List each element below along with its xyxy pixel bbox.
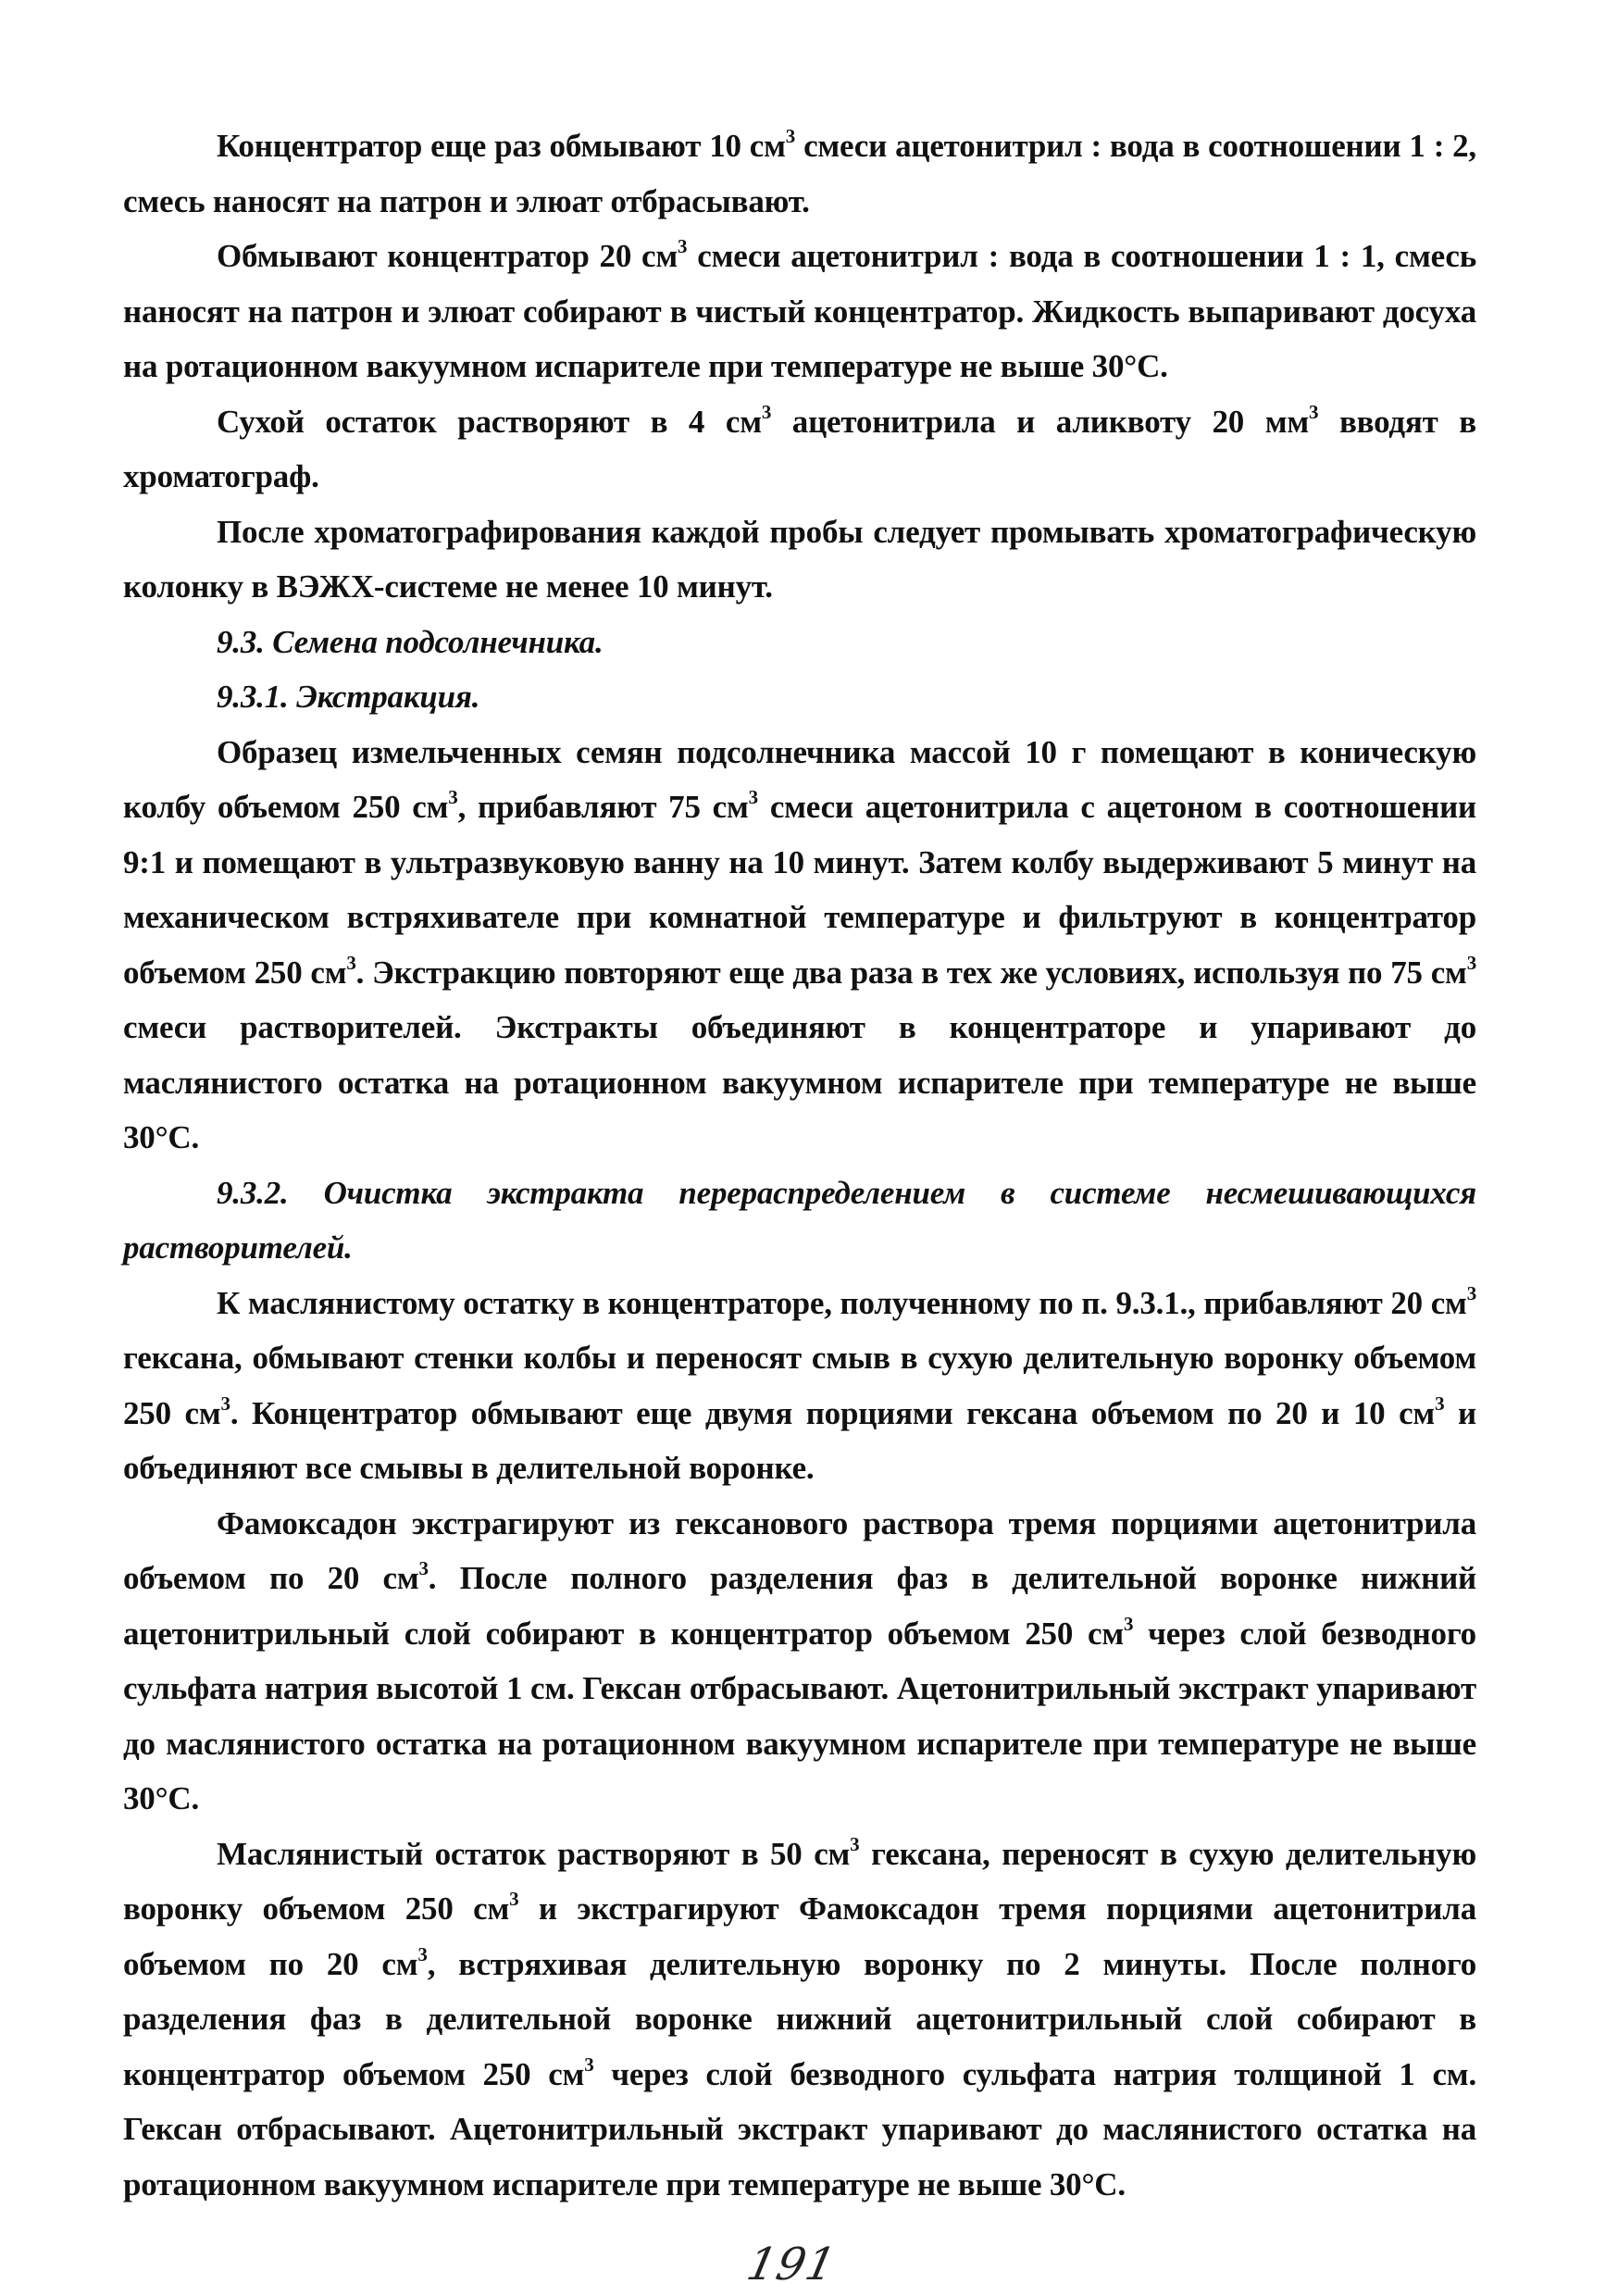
text-run: , прибавляют 75 см (457, 789, 749, 825)
text-run: смеси ацетонитрил : вода в соотношении 1 : 2, смесь наносят на патрон и элюат отбрасывают. (123, 128, 1476, 219)
text-run: гексана, обмывают стенки колбы и переносят смыв в сухую делительную воронку объемом 250 см (123, 1340, 1476, 1431)
superscript: 3 (678, 235, 688, 258)
superscript: 3 (417, 1942, 428, 1965)
section-heading (123, 669, 1476, 725)
paragraph (123, 394, 1476, 505)
text-run: Концентратор еще раз обмывают 10 см (217, 128, 786, 164)
section-heading (123, 615, 1476, 670)
text-run: ацетонитрила и аликвоту 20 мм (771, 403, 1310, 440)
text-run: После хроматографирования каждой пробы следует промывать хроматографическую колонку в ВЭЖХ-системе не менее 10 минут. (123, 513, 1476, 605)
paragraph (123, 1496, 1476, 1827)
superscript: 3 (509, 1888, 519, 1911)
superscript: 3 (1466, 951, 1476, 974)
text-run: 9.3. Семена подсолнечника. (217, 623, 604, 660)
text-run: Сухой остаток растворяют в 4 см (217, 403, 762, 440)
superscript: 3 (448, 786, 458, 809)
text-run: гексана, переносят в сухую делительную воронку объемом 250 см (123, 1835, 1476, 1927)
superscript: 3 (1435, 1391, 1445, 1415)
paragraph (123, 725, 1476, 1166)
text-run: смеси ацетонитрила с ацетоном в соотношении 9:1 и помещают в ультразвуковую ванну на 10 минут. Затем колбу выдерживают 5 минут на механическом встряхивателе при комнатной температуре и фильтруют в концентратор объемом 250 см (123, 789, 1477, 991)
superscript: 3 (748, 786, 758, 809)
superscript: 3 (761, 400, 772, 423)
superscript: 3 (584, 2053, 594, 2076)
superscript: 3 (418, 1557, 429, 1580)
text-run: . Концентратор обмывают еще двумя порциями гексана объемом по 20 и 10 см (230, 1394, 1436, 1431)
text-run: Образец измельченных семян подсолнечника массой 10 г помещают в коническую колбу объемом 250 см (123, 733, 1476, 825)
text-run: К маслянистому остатку в концентраторе, полученному по п. 9.3.1., прибавляют 20 см (217, 1284, 1467, 1321)
superscript: 3 (1309, 400, 1319, 423)
superscript: 3 (785, 125, 796, 148)
text-run: Обмывают концентратор 20 см (217, 238, 678, 274)
superscript: 3 (1124, 1612, 1134, 1635)
text-run: и экстрагируют Фамоксадон тремя порциями ацетонитрила объемом по 20 см (123, 1890, 1477, 1982)
text-run: . Экстракцию повторяют еще два раза в тех же условиях, используя по 75 см (355, 954, 1467, 991)
text-run: вводят в хроматограф. (123, 403, 1476, 494)
text-run: 9.3.1. Экстракция. (217, 679, 480, 715)
text-run: Маслянистый остаток растворяют в 50 см (217, 1835, 851, 1872)
text-run: через слой безводного сульфата натрия высотой 1 см. Гексан отбрасывают. Ацетонитрильный экстракт упаривают до маслянистого остатка на ротационном вакуумном испарителе при температуре не выше 30°С. (123, 1615, 1476, 1816)
paragraph (123, 229, 1476, 394)
text-run: 9.3.2. Очистка экстракта перераспределением в системе несмешивающихся растворителей. (123, 1174, 1476, 1266)
paragraph (123, 1827, 1476, 2213)
body-text (123, 119, 1476, 2212)
superscript: 3 (220, 1391, 230, 1415)
page-number: 191 (742, 2239, 841, 2290)
paragraph (123, 1276, 1476, 1496)
paragraph (123, 505, 1476, 615)
text-run: и объединяют все смывы в делительной воронке. (123, 1394, 1476, 1486)
superscript: 3 (850, 1832, 860, 1855)
superscript: 3 (1466, 1281, 1476, 1304)
text-run: . После полного разделения фаз в делительной воронке нижний ацетонитрильный слой собирают в концентратор объемом 250 см (123, 1560, 1477, 1652)
text-run: , встряхивая делительную воронку по 2 минуты. После полного разделения фаз в делительной воронке нижний ацетонитрильный слой собирают в концентратор объемом 250 см (123, 1945, 1476, 2092)
text-run: смеси растворителей. Экстракты объединяют в концентраторе и упаривают до маслянистого остатка на ротационном вакуумном испарителе при температуре не выше 30°С. (123, 1009, 1476, 1155)
text-run: смеси ацетонитрил : вода в соотношении 1 : 1, смесь наносят на патрон и элюат собирают в чистый концентратор. Жидкость выпаривают досуха на ротационном вакуумном испарителе при температуре не выше 30°С. (123, 238, 1476, 384)
superscript: 3 (346, 951, 356, 974)
text-run: через слой безводного сульфата натрия толщиной 1 см. Гексан отбрасывают. Ацетонитрильный экстракт упаривают до маслянистого остатка на ротационном вакуумном испарителе при температуре не выше 30°С. (123, 2055, 1476, 2202)
section-heading (123, 1166, 1476, 1276)
paragraph (123, 119, 1476, 229)
text-run: Фамоксадон экстрагируют из гексанового раствора тремя порциями ацетонитрила объемом по 20 см (123, 1504, 1476, 1596)
